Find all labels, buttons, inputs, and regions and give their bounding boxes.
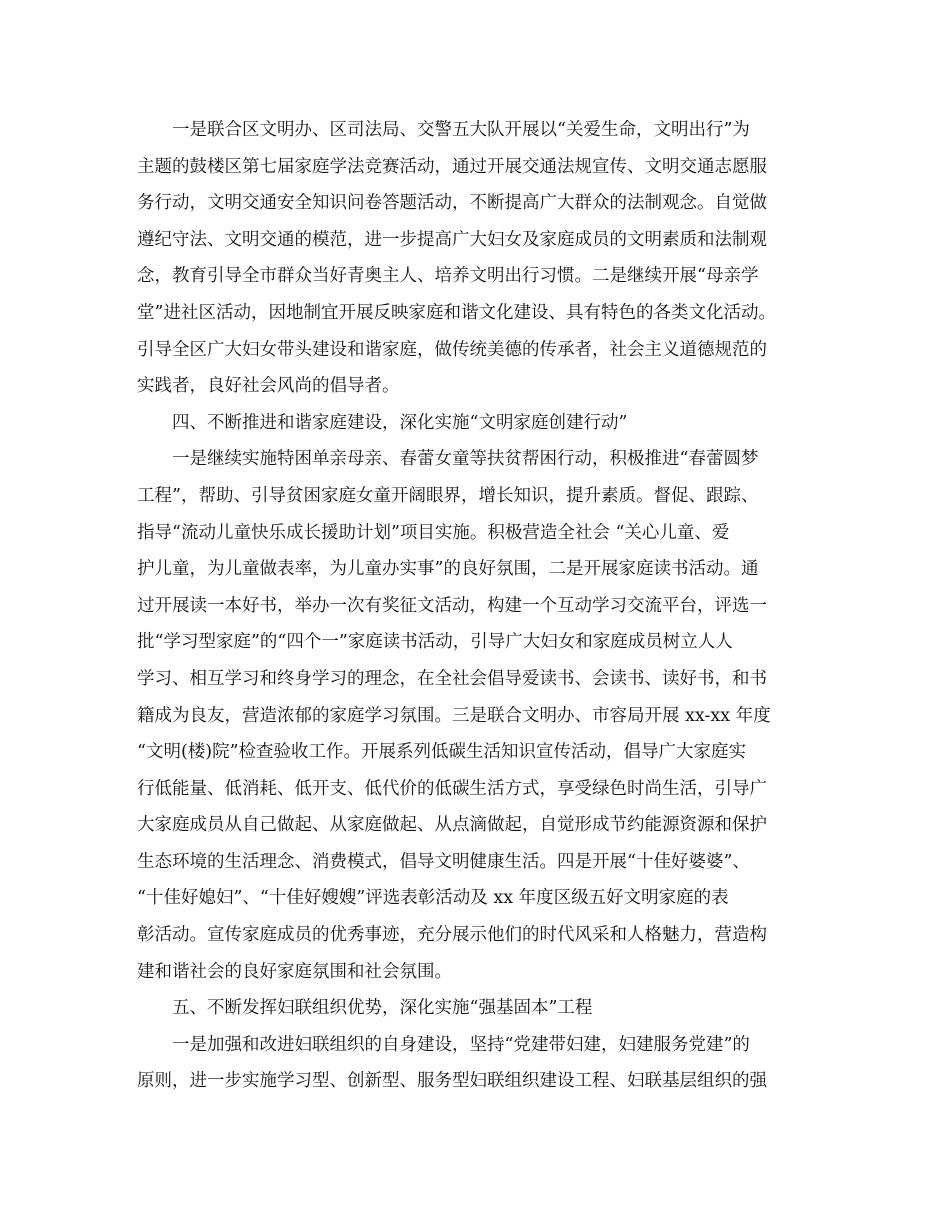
text-line: 建和谐社会的良好家庭氛围和社会氛围。 [137,961,452,982]
text-line: 原则，进一步实施学习型、创新型、服务型妇联组织建设工程、妇联基层组织的强 [137,1071,767,1092]
text-line: 工程”，帮助、引导贫困家庭女童开阔眼界，增长知识，提升素质。督促、跟踪、 [137,485,759,506]
text-line: 行低能量、低消耗、低开支、低代价的低碳生活方式，享受绿色时尚生活，引导广 [137,778,767,799]
text-line: 一是加强和改进妇联组织的自身建设，坚持“党建带妇建，妇建服务党建”的 [172,1034,750,1055]
text-line: 五、不断发挥妇联组织优势，深化实施“强基固本”工程 [172,998,593,1019]
text-line: “十佳好媳妇”、“十佳好嫂嫂”评选表彰活动及 xx 年度区级五好文明家庭的表 [137,888,729,909]
text-line: 批“学习型家庭”的“四个一”家庭读书活动，引导广大妇女和家庭成员树立人人 [137,632,733,653]
text-line: 念，教育引导全市群众当好青奥主人、培养文明出行习惯。二是继续开展“母亲学 [137,266,759,287]
text-line: 一是联合区文明办、区司法局、交警五大队开展以“关爱生命，文明出行”为 [172,120,750,140]
text-line: 四、不断推进和谐家庭建设，深化实施“文明家庭创建行动” [172,412,628,433]
text-line: 籍成为良友，营造浓郁的家庭学习氛围。三是联合文明办、市容局开展 xx-xx 年度 [137,705,771,726]
text-line: 实践者，良好社会风尚的倡导者。 [137,376,400,397]
text-line: 指导“流动儿童快乐成长援助计划”项目实施。积极营造全社会 “关心儿童、爱 [137,522,730,543]
text-line: 护儿童，为儿童做表率，为儿童办实事”的良好氛围，二是开展家庭读书活动。通 [137,559,759,580]
document-body [137,112,827,1100]
text-line: 彰活动。宣传家庭成员的优秀事迹，充分展示他们的时代风采和人格魅力，营造构 [137,925,767,946]
text-line: 主题的鼓楼区第七届家庭学法竞赛活动，通过开展交通法规宣传、文明交通志愿服 [137,156,767,177]
text-line: “文明(楼)院”检查验收工作。开展系列低碳生活知识宣传活动，倡导广大家庭实 [137,742,747,763]
text-line: 遵纪守法、文明交通的模范，进一步提高广大妇女及家庭成员的文明素质和法制观 [137,229,767,250]
text-line: 学习、相互学习和终身学习的理念，在全社会倡导爱读书、会读书、读好书，和书 [137,668,767,689]
text-line: 生态环境的生活理念、消费模式，倡导文明健康生活。四是开展“十佳好婆婆”、 [137,851,750,872]
text-line: 一是继续实施特困单亲母亲、春蕾女童等扶贫帮困行动，积极推进“春蕾圆梦 [172,449,759,470]
text-line: 引导全区广大妇女带头建设和谐家庭，做传统美德的传承者，社会主义道德规范的 [137,339,767,360]
text-line: 过开展读一本好书，举办一次有奖征文活动，构建一个互动学习交流平台，评选一 [137,595,767,616]
text-line: 堂”进社区活动，因地制宜开展反映家庭和谐文化建设、具有特色的各类文化活动。 [137,302,776,323]
text-line: 大家庭成员从自己做起、从家庭做起、从点滴做起，自觉形成节约能源资源和保护 [137,815,767,836]
text-line: 务行动，文明交通安全知识问卷答题活动，不断提高广大群众的法制观念。自觉做 [137,193,767,214]
